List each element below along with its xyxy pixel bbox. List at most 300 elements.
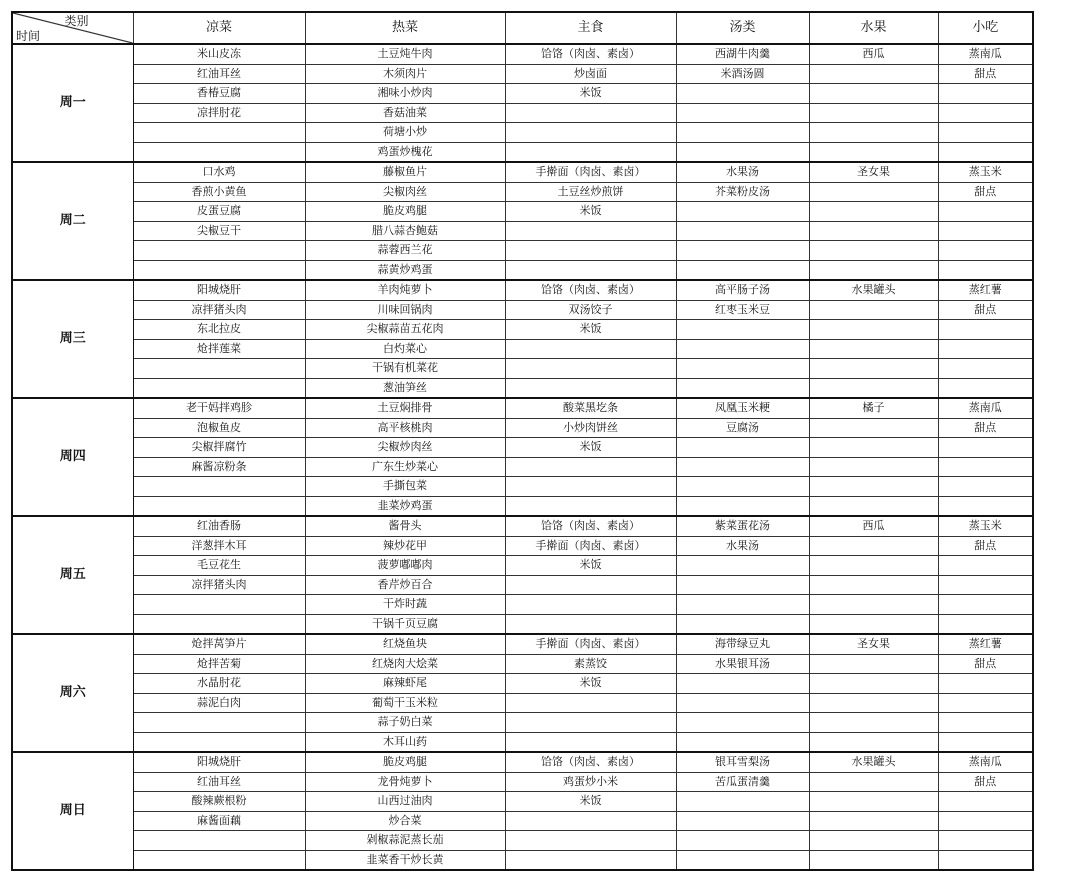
fruit-cell [809, 536, 938, 556]
menu-row [12, 850, 1033, 870]
cold-dish-cell: 香椿豆腐 [133, 84, 305, 104]
menu-row [12, 339, 1033, 359]
snack-cell [938, 103, 1033, 123]
cold-dish-cell [133, 713, 305, 733]
column-header-soup: 汤类 [676, 12, 809, 44]
fruit-cell [809, 221, 938, 241]
fruit-cell: 水果罐头 [809, 280, 938, 300]
snack-cell: 甜点 [938, 536, 1033, 556]
menu-row [12, 438, 1033, 458]
hot-dish-cell: 香菇油菜 [305, 103, 505, 123]
fruit-cell [809, 378, 938, 398]
snack-cell [938, 693, 1033, 713]
soup-cell [676, 674, 809, 694]
cold-dish-cell: 香煎小黄鱼 [133, 182, 305, 202]
soup-cell [676, 457, 809, 477]
menu-row [12, 634, 1033, 654]
fruit-cell [809, 477, 938, 497]
snack-cell [938, 496, 1033, 516]
fruit-cell [809, 103, 938, 123]
snack-cell [938, 595, 1033, 615]
soup-cell [676, 732, 809, 752]
snack-cell [938, 674, 1033, 694]
soup-cell: 米酒汤圆 [676, 64, 809, 84]
snack-cell [938, 378, 1033, 398]
fruit-cell [809, 320, 938, 340]
fruit-cell [809, 575, 938, 595]
staple-cell [505, 103, 676, 123]
staple-cell [505, 142, 676, 162]
fruit-cell [809, 850, 938, 870]
staple-cell [505, 378, 676, 398]
staple-cell: 米饭 [505, 320, 676, 340]
soup-cell [676, 123, 809, 143]
cold-dish-cell: 蒜泥白肉 [133, 693, 305, 713]
cold-dish-cell [133, 732, 305, 752]
soup-cell [676, 142, 809, 162]
snack-cell: 甜点 [938, 654, 1033, 674]
column-header-hot-dishes: 热菜 [305, 12, 505, 44]
snack-cell: 甜点 [938, 772, 1033, 792]
snack-cell: 蒸南瓜 [938, 752, 1033, 772]
category-axis-label: 类别 [64, 14, 89, 28]
staple-cell [505, 260, 676, 280]
staple-cell [505, 831, 676, 851]
hot-dish-cell: 荷塘小炒 [305, 123, 505, 143]
hot-dish-cell: 干锅有机菜花 [305, 359, 505, 379]
soup-cell: 西湖牛肉羹 [676, 44, 809, 64]
soup-cell [676, 811, 809, 831]
hot-dish-cell: 葡萄干玉米粒 [305, 693, 505, 713]
snack-cell [938, 241, 1033, 261]
soup-cell: 紫菜蛋花汤 [676, 516, 809, 536]
snack-cell: 蒸红薯 [938, 634, 1033, 654]
column-header-cold-dishes: 凉菜 [133, 12, 305, 44]
cold-dish-cell [133, 142, 305, 162]
soup-cell [676, 595, 809, 615]
menu-row [12, 674, 1033, 694]
day-label: 周六 [12, 634, 133, 752]
hot-dish-cell: 剁椒蒜泥蒸长茄 [305, 831, 505, 851]
cold-dish-cell: 麻酱凉粉条 [133, 457, 305, 477]
fruit-cell [809, 64, 938, 84]
staple-cell [505, 496, 676, 516]
fruit-cell: 西瓜 [809, 516, 938, 536]
menu-row [12, 713, 1033, 733]
column-header-staple-food: 主食 [505, 12, 676, 44]
snack-cell [938, 792, 1033, 812]
snack-cell: 甜点 [938, 418, 1033, 438]
menu-row [12, 359, 1033, 379]
soup-cell: 海带绿豆丸 [676, 634, 809, 654]
snack-cell: 蒸玉米 [938, 162, 1033, 182]
cold-dish-cell [133, 831, 305, 851]
menu-row [12, 477, 1033, 497]
soup-cell [676, 850, 809, 870]
menu-row [12, 457, 1033, 477]
hot-dish-cell: 木耳山药 [305, 732, 505, 752]
menu-row [12, 516, 1033, 536]
hot-dish-cell: 红烧肉大烩菜 [305, 654, 505, 674]
hot-dish-cell: 湘味小炒肉 [305, 84, 505, 104]
menu-row [12, 811, 1033, 831]
hot-dish-cell: 广东生炒菜心 [305, 457, 505, 477]
cold-dish-cell: 口水鸡 [133, 162, 305, 182]
hot-dish-cell: 尖椒肉丝 [305, 182, 505, 202]
cold-dish-cell: 阳城烧肝 [133, 280, 305, 300]
soup-cell [676, 496, 809, 516]
snack-cell [938, 713, 1033, 733]
snack-cell [938, 556, 1033, 576]
staple-cell: 鸡蛋炒小米 [505, 772, 676, 792]
soup-cell: 芥菜粉皮汤 [676, 182, 809, 202]
snack-cell: 蒸红薯 [938, 280, 1033, 300]
cold-dish-cell: 凉拌肘花 [133, 103, 305, 123]
soup-cell: 银耳雪梨汤 [676, 752, 809, 772]
fruit-cell [809, 831, 938, 851]
staple-cell: 饸饹（肉卤、素卤） [505, 752, 676, 772]
cold-dish-cell [133, 241, 305, 261]
fruit-cell [809, 202, 938, 222]
menu-row [12, 320, 1033, 340]
menu-row [12, 202, 1033, 222]
staple-cell [505, 693, 676, 713]
soup-cell: 豆腐汤 [676, 418, 809, 438]
staple-cell [505, 811, 676, 831]
cold-dish-cell [133, 123, 305, 143]
hot-dish-cell: 山西过油肉 [305, 792, 505, 812]
fruit-cell [809, 595, 938, 615]
snack-cell: 蒸玉米 [938, 516, 1033, 536]
menu-row [12, 831, 1033, 851]
fruit-cell [809, 713, 938, 733]
cold-dish-cell: 酸辣蕨根粉 [133, 792, 305, 812]
cold-dish-cell: 水晶肘花 [133, 674, 305, 694]
soup-cell [676, 614, 809, 634]
cold-dish-cell: 麻酱面藕 [133, 811, 305, 831]
soup-cell [676, 241, 809, 261]
fruit-cell [809, 792, 938, 812]
menu-row [12, 732, 1033, 752]
menu-row [12, 556, 1033, 576]
hot-dish-cell: 腊八蒜杏鲍菇 [305, 221, 505, 241]
fruit-cell [809, 732, 938, 752]
soup-cell [676, 103, 809, 123]
cold-dish-cell: 阳城烧肝 [133, 752, 305, 772]
hot-dish-cell: 炒合菜 [305, 811, 505, 831]
staple-cell: 米饭 [505, 438, 676, 458]
menu-row [12, 752, 1033, 772]
hot-dish-cell: 尖椒炒肉丝 [305, 438, 505, 458]
soup-cell [676, 202, 809, 222]
menu-row [12, 575, 1033, 595]
staple-cell [505, 339, 676, 359]
hot-dish-cell: 手撕包菜 [305, 477, 505, 497]
fruit-cell [809, 438, 938, 458]
staple-cell: 饸饹（肉卤、素卤） [505, 44, 676, 64]
cold-dish-cell: 洋葱拌木耳 [133, 536, 305, 556]
hot-dish-cell: 菠萝嘟嘟肉 [305, 556, 505, 576]
hot-dish-cell: 葱油笋丝 [305, 378, 505, 398]
menu-row [12, 693, 1033, 713]
fruit-cell [809, 496, 938, 516]
snack-cell [938, 123, 1033, 143]
hot-dish-cell: 龙骨炖萝卜 [305, 772, 505, 792]
weekly-menu-table [11, 11, 1034, 871]
soup-cell [676, 713, 809, 733]
snack-cell [938, 831, 1033, 851]
menu-row [12, 162, 1033, 182]
menu-row [12, 182, 1033, 202]
staple-cell: 手擀面（肉卤、素卤） [505, 162, 676, 182]
hot-dish-cell: 土豆焖排骨 [305, 398, 505, 418]
cold-dish-cell [133, 477, 305, 497]
menu-row [12, 64, 1033, 84]
hot-dish-cell: 白灼菜心 [305, 339, 505, 359]
cold-dish-cell: 皮蛋豆腐 [133, 202, 305, 222]
hot-dish-cell: 蒜子奶白菜 [305, 713, 505, 733]
hot-dish-cell: 羊肉炖萝卜 [305, 280, 505, 300]
soup-cell [676, 477, 809, 497]
menu-row [12, 221, 1033, 241]
menu-row [12, 142, 1033, 162]
hot-dish-cell: 鸡蛋炒槐花 [305, 142, 505, 162]
cold-dish-cell [133, 496, 305, 516]
day-label: 周三 [12, 280, 133, 398]
hot-dish-cell: 高平核桃肉 [305, 418, 505, 438]
cold-dish-cell [133, 378, 305, 398]
fruit-cell [809, 418, 938, 438]
hot-dish-cell: 香芹炒百合 [305, 575, 505, 595]
fruit-cell [809, 300, 938, 320]
corner-header [12, 12, 133, 44]
cold-dish-cell: 毛豆花生 [133, 556, 305, 576]
snack-cell [938, 339, 1033, 359]
staple-cell [505, 123, 676, 143]
snack-cell [938, 438, 1033, 458]
fruit-cell: 圣女果 [809, 162, 938, 182]
header-row [12, 12, 1033, 44]
menu-row [12, 241, 1033, 261]
fruit-cell [809, 339, 938, 359]
soup-cell [676, 320, 809, 340]
soup-cell: 高平肠子汤 [676, 280, 809, 300]
menu-row [12, 300, 1033, 320]
soup-cell: 凤凰玉米粳 [676, 398, 809, 418]
fruit-cell: 西瓜 [809, 44, 938, 64]
staple-cell: 米饭 [505, 84, 676, 104]
menu-row [12, 792, 1033, 812]
snack-cell: 甜点 [938, 300, 1033, 320]
day-label: 周四 [12, 398, 133, 516]
cold-dish-cell: 红油耳丝 [133, 64, 305, 84]
staple-cell: 双汤饺子 [505, 300, 676, 320]
hot-dish-cell: 藤椒鱼片 [305, 162, 505, 182]
staple-cell [505, 457, 676, 477]
staple-cell [505, 359, 676, 379]
menu-row [12, 536, 1033, 556]
hot-dish-cell: 蒜蓉西兰花 [305, 241, 505, 261]
cold-dish-cell: 红油耳丝 [133, 772, 305, 792]
snack-cell [938, 575, 1033, 595]
staple-cell: 饸饹（肉卤、素卤） [505, 280, 676, 300]
soup-cell [676, 693, 809, 713]
hot-dish-cell: 尖椒蒜苗五花肉 [305, 320, 505, 340]
snack-cell [938, 221, 1033, 241]
soup-cell [676, 438, 809, 458]
cold-dish-cell: 凉拌猪头肉 [133, 575, 305, 595]
column-header-fruit: 水果 [809, 12, 938, 44]
day-label: 周日 [12, 752, 133, 870]
day-label: 周一 [12, 44, 133, 162]
soup-cell [676, 221, 809, 241]
menu-row [12, 103, 1033, 123]
cold-dish-cell [133, 260, 305, 280]
fruit-cell: 圣女果 [809, 634, 938, 654]
soup-cell [676, 339, 809, 359]
snack-cell [938, 202, 1033, 222]
soup-cell [676, 792, 809, 812]
staple-cell [505, 477, 676, 497]
snack-cell [938, 457, 1033, 477]
snack-cell: 甜点 [938, 182, 1033, 202]
cold-dish-cell [133, 614, 305, 634]
hot-dish-cell: 红烧鱼块 [305, 634, 505, 654]
soup-cell: 水果汤 [676, 162, 809, 182]
snack-cell [938, 732, 1033, 752]
fruit-cell [809, 674, 938, 694]
snack-cell [938, 260, 1033, 280]
staple-cell [505, 732, 676, 752]
menu-row [12, 280, 1033, 300]
menu-row [12, 44, 1033, 64]
cold-dish-cell: 老干妈拌鸡胗 [133, 398, 305, 418]
soup-cell: 红枣玉米豆 [676, 300, 809, 320]
fruit-cell [809, 123, 938, 143]
snack-cell [938, 84, 1033, 104]
staple-cell [505, 221, 676, 241]
cold-dish-cell: 炝拌苦菊 [133, 654, 305, 674]
menu-row [12, 84, 1033, 104]
staple-cell: 素蒸饺 [505, 654, 676, 674]
menu-row [12, 595, 1033, 615]
menu-row [12, 260, 1033, 280]
staple-cell: 土豆丝炒煎饼 [505, 182, 676, 202]
staple-cell [505, 241, 676, 261]
cold-dish-cell: 泡椒鱼皮 [133, 418, 305, 438]
staple-cell: 炒卤面 [505, 64, 676, 84]
snack-cell: 蒸南瓜 [938, 44, 1033, 64]
hot-dish-cell: 木须肉片 [305, 64, 505, 84]
menu-row [12, 398, 1033, 418]
hot-dish-cell: 辣炒花甲 [305, 536, 505, 556]
staple-cell [505, 850, 676, 870]
hot-dish-cell: 脆皮鸡腿 [305, 752, 505, 772]
column-header-snacks: 小吃 [938, 12, 1033, 44]
staple-cell [505, 614, 676, 634]
time-axis-label: 时间 [16, 29, 41, 43]
fruit-cell [809, 457, 938, 477]
cold-dish-cell [133, 595, 305, 615]
menu-row [12, 654, 1033, 674]
menu-row [12, 123, 1033, 143]
hot-dish-cell: 蒜黄炒鸡蛋 [305, 260, 505, 280]
fruit-cell [809, 359, 938, 379]
soup-cell [676, 359, 809, 379]
soup-cell [676, 378, 809, 398]
fruit-cell [809, 772, 938, 792]
staple-cell: 米饭 [505, 792, 676, 812]
cold-dish-cell: 东北拉皮 [133, 320, 305, 340]
soup-cell: 水果银耳汤 [676, 654, 809, 674]
fruit-cell [809, 614, 938, 634]
staple-cell [505, 575, 676, 595]
hot-dish-cell: 酱骨头 [305, 516, 505, 536]
day-label: 周二 [12, 162, 133, 280]
fruit-cell [809, 241, 938, 261]
snack-cell [938, 359, 1033, 379]
staple-cell [505, 595, 676, 615]
fruit-cell [809, 84, 938, 104]
soup-cell: 苦瓜蛋清羹 [676, 772, 809, 792]
menu-body [12, 44, 1033, 870]
cold-dish-cell: 凉拌猪头肉 [133, 300, 305, 320]
staple-cell [505, 713, 676, 733]
menu-row [12, 378, 1033, 398]
hot-dish-cell: 干炸时蔬 [305, 595, 505, 615]
soup-cell [676, 260, 809, 280]
soup-cell [676, 831, 809, 851]
cold-dish-cell: 尖椒豆干 [133, 221, 305, 241]
cold-dish-cell: 炝拌莴笋片 [133, 634, 305, 654]
cold-dish-cell: 尖椒拌腐竹 [133, 438, 305, 458]
menu-row [12, 614, 1033, 634]
snack-cell: 甜点 [938, 64, 1033, 84]
soup-cell [676, 84, 809, 104]
staple-cell: 米饭 [505, 202, 676, 222]
hot-dish-cell: 土豆炖牛肉 [305, 44, 505, 64]
cold-dish-cell [133, 359, 305, 379]
menu-row [12, 496, 1033, 516]
cold-dish-cell: 炝拌莲菜 [133, 339, 305, 359]
hot-dish-cell: 川味回锅肉 [305, 300, 505, 320]
snack-cell [938, 320, 1033, 340]
staple-cell: 酸菜黑圪条 [505, 398, 676, 418]
hot-dish-cell: 干锅千页豆腐 [305, 614, 505, 634]
staple-cell: 手擀面（肉卤、素卤） [505, 634, 676, 654]
snack-cell: 蒸南瓜 [938, 398, 1033, 418]
snack-cell [938, 850, 1033, 870]
fruit-cell [809, 260, 938, 280]
fruit-cell [809, 654, 938, 674]
staple-cell: 小炒肉饼丝 [505, 418, 676, 438]
cold-dish-cell [133, 850, 305, 870]
fruit-cell: 水果罐头 [809, 752, 938, 772]
snack-cell [938, 142, 1033, 162]
fruit-cell [809, 556, 938, 576]
staple-cell: 米饭 [505, 556, 676, 576]
staple-cell: 手擀面（肉卤、素卤） [505, 536, 676, 556]
soup-cell: 水果汤 [676, 536, 809, 556]
hot-dish-cell: 麻辣虾尾 [305, 674, 505, 694]
hot-dish-cell: 韭菜炒鸡蛋 [305, 496, 505, 516]
staple-cell: 米饭 [505, 674, 676, 694]
cold-dish-cell: 米山皮冻 [133, 44, 305, 64]
hot-dish-cell: 脆皮鸡腿 [305, 202, 505, 222]
menu-row [12, 772, 1033, 792]
snack-cell [938, 614, 1033, 634]
fruit-cell: 橘子 [809, 398, 938, 418]
